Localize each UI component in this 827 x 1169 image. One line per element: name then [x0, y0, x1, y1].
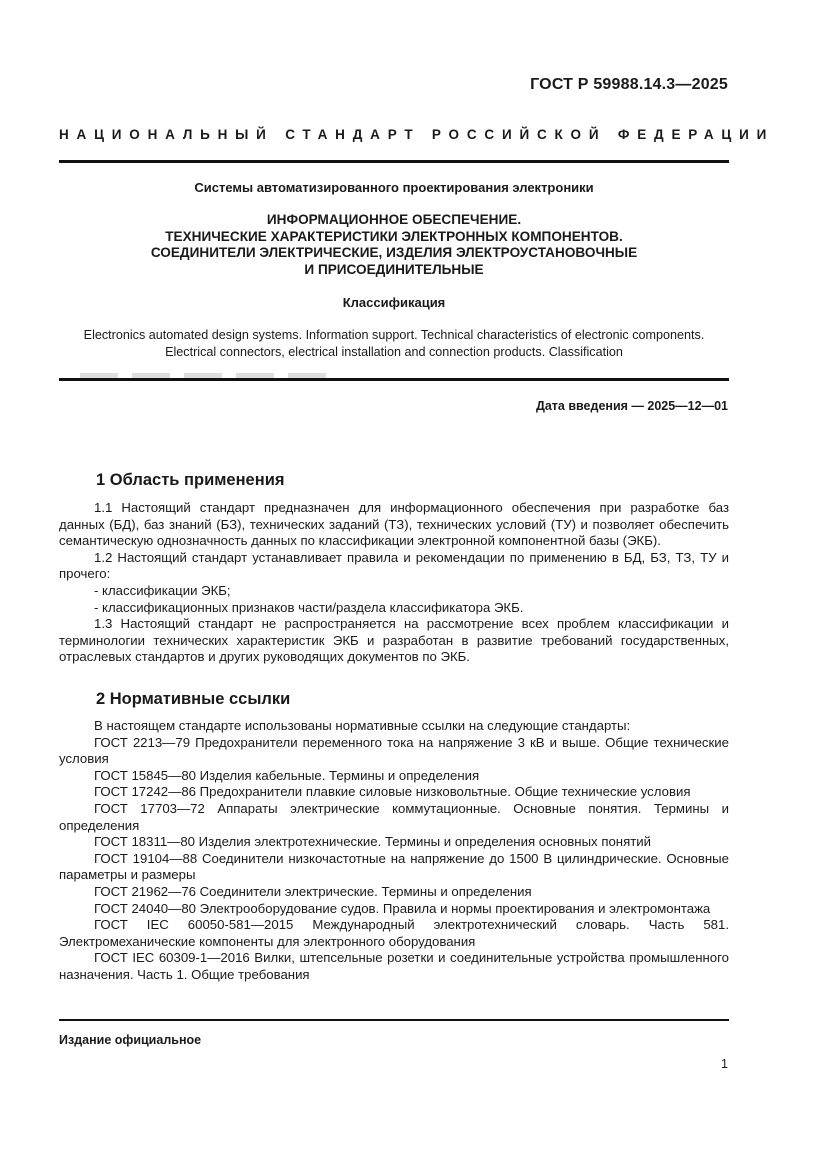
english-title	[59, 327, 729, 360]
reference-item: ГОСТ IEC 60309-1—2016 Вилки, штепсельные розетки и соединительные устройства промышленного назначения. Часть 1. Общие требования	[59, 950, 729, 982]
list-item: - классификационных признаков части/раздела классификатора ЭКБ.	[94, 599, 524, 615]
document-id: ГОСТ Р 59988.14.3—2025	[530, 76, 728, 93]
paragraph: 1.2 Настоящий стандарт устанавливает правила и рекомендации по применению в БД, БЗ, ТЗ, ТУ и прочего:	[59, 549, 729, 582]
top-rule	[59, 160, 729, 163]
english-title-line: Electronics automated design systems. Information support. Technical characteristics of electronic components.	[83, 328, 705, 342]
section-references-body	[59, 718, 729, 984]
page-number: 1	[721, 1057, 728, 1071]
reference-item: ГОСТ 19104—88 Соединители низкочастотные на напряжение до 1500 В цилиндрические. Основные параметры и размеры	[59, 850, 729, 883]
reference-item: ГОСТ 15845—80 Изделия кабельные. Термины и определения	[94, 767, 480, 783]
title-line: ТЕХНИЧЕСКИЕ ХАРАКТЕРИСТИКИ ЭЛЕКТРОННЫХ КОМПОНЕНТОВ.	[165, 228, 623, 244]
official-edition-label: Издание официальное	[59, 1033, 202, 1047]
main-title	[59, 212, 729, 278]
title-line: СОЕДИНИТЕЛИ ЭЛЕКТРИЧЕСКИЕ, ИЗДЕЛИЯ ЭЛЕКТРОУСТАНОВОЧНЫЕ	[150, 245, 638, 260]
reference-item: ГОСТ 24040—80 Электрооборудование судов. Правила и нормы проектирования и электромонтажа	[94, 900, 711, 916]
title-line: ИНФОРМАЦИОННОЕ ОБЕСПЕЧЕНИЕ.	[266, 212, 522, 227]
english-title-line: Electrical connectors, electrical installation and connection products. Classification	[165, 344, 623, 359]
section-scope-body	[59, 500, 729, 666]
title-rule	[59, 378, 729, 381]
series-title: Системы автоматизированного проектирования электроники	[194, 180, 594, 195]
reference-item: ГОСТ 17242—86 Предохранители плавкие силовые низковольтные. Общие технические условия	[94, 784, 691, 800]
paragraph: В настоящем стандарте использованы нормативные ссылки на следующие стандарты:	[94, 718, 631, 733]
reference-item: ГОСТ 2213—79 Предохранители переменного тока на напряжение 3 кВ и выше. Общие технические условия	[59, 734, 729, 767]
introduction-date: Дата введения — 2025—12—01	[535, 399, 728, 413]
reference-item: ГОСТ 18311—80 Изделия электротехнические. Термины и определения основных понятий	[94, 834, 651, 850]
reference-item: ГОСТ 17703—72 Аппараты электрические коммутационные. Основные понятия. Термины и определения	[59, 800, 729, 833]
reference-item: ГОСТ 21962—76 Соединители электрические. Термины и определения	[94, 883, 532, 899]
national-standard-banner: НАЦИОНАЛЬНЫЙ СТАНДАРТ РОССИЙСКОЙ ФЕДЕРАЦИИ	[59, 127, 775, 142]
paragraph: 1.3 Настоящий стандарт не распространяется на рассмотрение всех проблем классификации и терминологии технических характеристик ЭКБ и разработан в развитие требований государственных, отраслевых стандартов и других руководящих документов по ЭКБ.	[59, 616, 729, 665]
title-line: И ПРИСОЕДИНИТЕЛЬНЫЕ	[304, 261, 484, 277]
list-item: - классификации ЭКБ;	[94, 582, 231, 598]
reference-item: ГОСТ IEC 60050-581—2015 Международный электротехнический словарь. Часть 581. Электромеханические компоненты для электронного оборудования	[59, 917, 729, 949]
footer-rule	[59, 1019, 729, 1021]
subtitle: Классификация	[342, 295, 446, 310]
paragraph: 1.1 Настоящий стандарт предназначен для информационного обеспечения при разработке баз данных (БД), баз знаний (БЗ), технических заданий (ТЗ), технических условий (ТУ) и позволяет обеспечить семантическую однозначность данных по классификации электронной компонентной базы (ЭКБ).	[59, 500, 729, 549]
section-heading-normative-references: 2 Нормативные ссылки	[96, 690, 291, 708]
section-heading-scope: 1 Область применения	[96, 471, 285, 489]
